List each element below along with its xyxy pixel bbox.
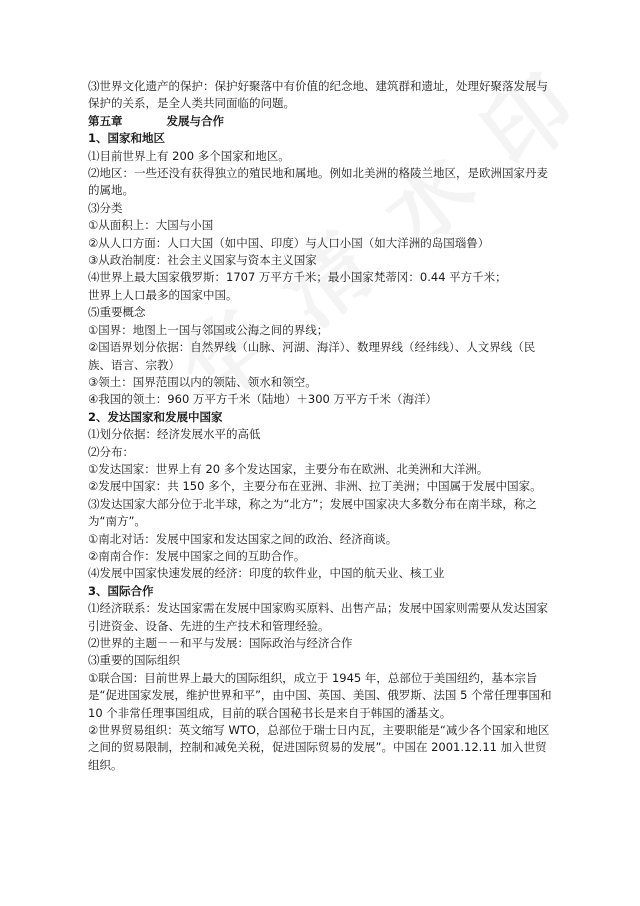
text-line: ③领土：国界范围以内的领陆、领水和领空。 — [88, 374, 317, 389]
text-line: ①从面积上：大国与小国 — [88, 218, 214, 233]
text-line: ⑵地区：一些还没有获得独立的殖民地和属地。例如北美洲的格陵兰地区，是欧洲国家丹麦的属地。 — [88, 166, 548, 198]
text-line: ⑷世界上最大国家俄罗斯：1707 万平方千米；最小国家梵蒂冈：0.44 平方千米； — [88, 270, 507, 285]
text-line: ②世界贸易组织：英文缩写 WTO，总部位于瑞士日内瓦，主要职能是“减少各个国家和地区之间的贸易限制，控制和减免关税，促进国际贸易的发展”。中国在 2001.12.11 加入世贸组织。 — [88, 723, 550, 772]
text-line: ⑴目前世界上有 200 多个国家和地区。 — [88, 148, 290, 163]
text-line: ④我国的领土：960 万平方千米（陆地）＋300 万平方千米（海洋） — [88, 392, 438, 407]
section-heading: 3、国际合作 — [88, 583, 154, 598]
text-line: ③从政治制度：社会主义国家与资本主义国家 — [88, 253, 317, 268]
text-line: ⑶重要的国际组织 — [88, 653, 180, 668]
text-line: ⑶发达国家大部分位于北半球，称之为“北方”；发展中国家决大多数分布在南半球，称之为“南方”。 — [88, 496, 537, 529]
text-line: ⑷发展中国家快速发展的经济：印度的软件业，中国的航天业、核工业 — [88, 566, 445, 581]
section-heading: 1、国家和地区 — [88, 131, 166, 146]
text-line: ⑸重要概念 — [88, 305, 146, 320]
text-line: ⑶分类 — [88, 200, 123, 215]
text-line: ①发达国家：世界上有 20 多个发达国家，主要分布在欧洲、北美洲和大洋洲。 — [88, 461, 489, 476]
text-line: ②发展中国家：共 150 多个，主要分布在亚洲、非洲、拉丁美洲；中国属于发展中国家。 — [88, 479, 542, 494]
chapter-number: 第五章 — [88, 113, 123, 128]
text-line: 世界上人口最多的国家中国。 — [88, 287, 238, 302]
text-line: ②南南合作：发展中国家之间的互助合作。 — [88, 548, 306, 563]
text-line: ⑶世界文化遗产的保护：保护好聚落中有价值的纪念地、建筑群和遗址，处理好聚落发展与保护的关系，是全人类共同面临的问题。 — [88, 79, 548, 111]
text-line: ⑵分布： — [88, 444, 134, 459]
text-line: ⑵世界的主题－－和平与发展：国际政治与经济合作 — [88, 636, 353, 650]
chapter-name: 发展与合作 — [166, 113, 224, 128]
text-line: ②国语界划分依据：自然界线（山脉、河湖、海洋）、数理界线（经纬线）、人文界线（民族、语言、宗教） — [88, 340, 536, 372]
text-line: ①联合国：目前世界上最大的国际组织，成立于 1945 年，总部位于美国纽约，基本宗旨是“促进国家发展，维护世界和平”，由中国、英国、美国、俄罗斯、法国 5 个常任理事国和 10 个非常任理事国组成，目前的联合国秘书长是来自于韩国的潘基文。 — [88, 670, 552, 720]
text-line: ⑴经济联系：发达国家需在发展中国家购买原料、出售产品；发展中国家则需要从发达国家引进资金、设备、先进的生产技术和管理经验。 — [88, 601, 548, 633]
document-body — [88, 78, 558, 774]
section-heading: 2、发达国家和发展中国家 — [88, 409, 223, 424]
text-line: ①国界：地图上一国与邻国或公海之间的界线； — [88, 322, 329, 337]
text-line: ①南北对话：发展中国家和发达国家之间的政治、经济商谈。 — [88, 531, 398, 546]
chapter-title — [88, 113, 558, 130]
text-line: ⑴划分依据：经济发展水平的高低 — [88, 427, 261, 442]
text-line: ②从人口方面：人口大国（如中国、印度）与人口小国（如大洋洲的岛国瑙鲁） — [88, 235, 490, 250]
